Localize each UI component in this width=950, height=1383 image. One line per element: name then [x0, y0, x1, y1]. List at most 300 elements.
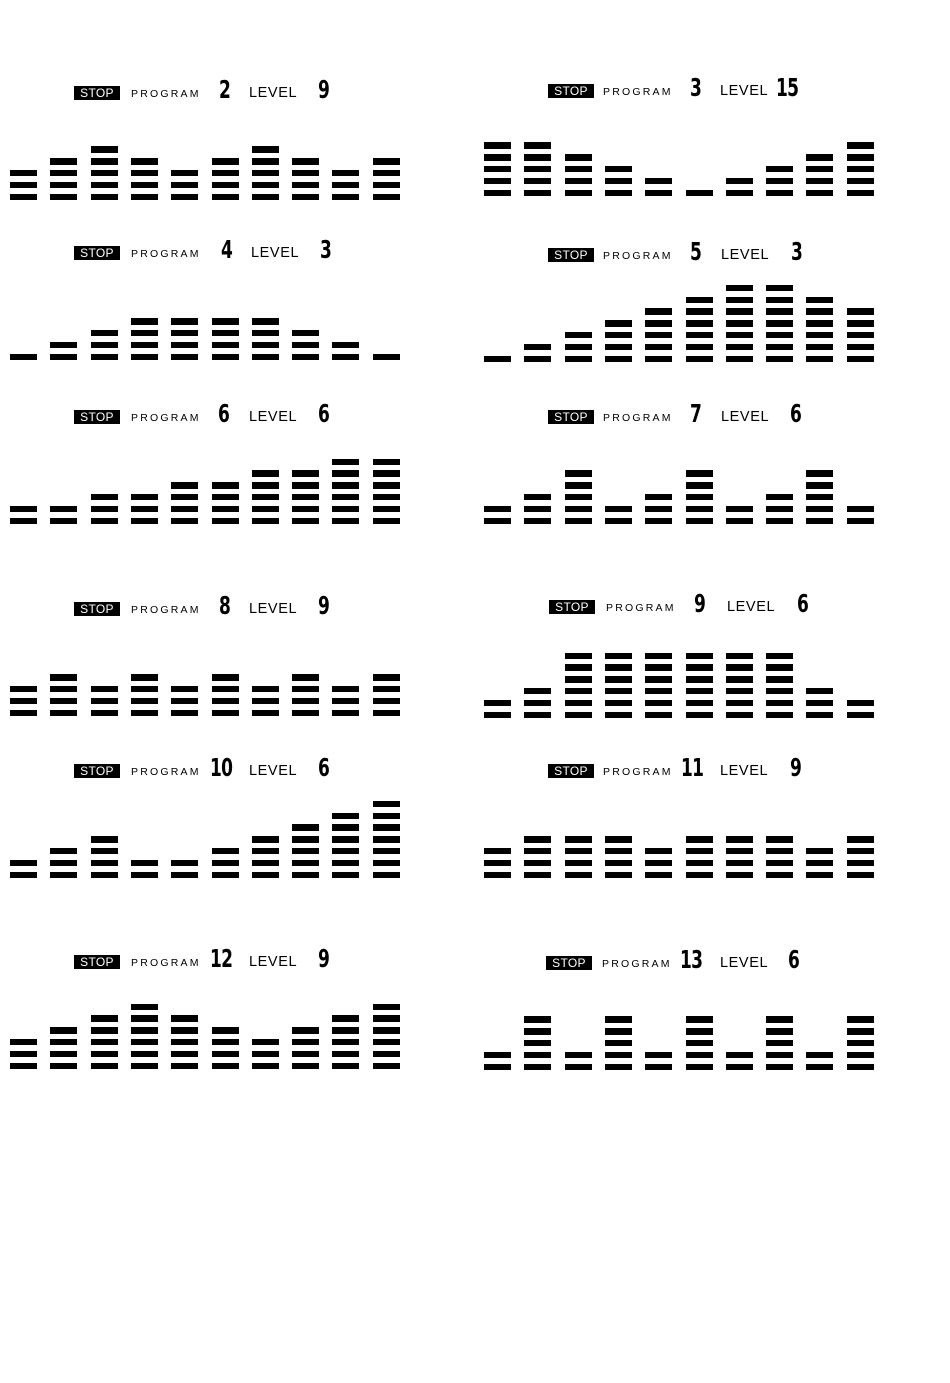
- bar-segment: [484, 1052, 511, 1059]
- bar-segment: [373, 848, 400, 855]
- bar-segment: [484, 142, 511, 149]
- stop-badge: STOP: [74, 410, 120, 424]
- bar-segment: [605, 166, 632, 173]
- bar-column: [847, 700, 874, 718]
- bar-segment: [605, 664, 632, 671]
- bar-column: [131, 494, 158, 524]
- program-panel-12: [10, 944, 410, 1074]
- bar-column: [686, 470, 713, 524]
- bar-segment: [373, 1027, 400, 1034]
- bar-segment: [252, 482, 279, 489]
- bar-column: [332, 686, 359, 716]
- bar-segment: [373, 170, 400, 177]
- bar-segment: [50, 170, 77, 177]
- bar-segment: [484, 872, 511, 879]
- bar-segment: [91, 1051, 118, 1058]
- bar-segment: [806, 688, 833, 695]
- bar-segment: [605, 688, 632, 695]
- bar-column: [91, 330, 118, 360]
- bar-segment: [10, 686, 37, 693]
- bar-segment: [847, 506, 874, 513]
- bar-segment: [766, 190, 793, 197]
- bar-profile: [484, 778, 884, 878]
- bar-column: [726, 178, 753, 196]
- bar-segment: [50, 872, 77, 879]
- bar-segment: [332, 470, 359, 477]
- bar-segment: [373, 836, 400, 843]
- bar-segment: [605, 836, 632, 843]
- bar-segment: [806, 178, 833, 185]
- program-number: 6: [218, 399, 230, 428]
- bar-segment: [484, 1064, 511, 1071]
- bar-column: [50, 674, 77, 716]
- bar-segment: [847, 1028, 874, 1035]
- bar-segment: [524, 1016, 551, 1023]
- bar-segment: [171, 318, 198, 325]
- bar-segment: [565, 836, 592, 843]
- bar-segment: [373, 194, 400, 201]
- bar-segment: [806, 872, 833, 879]
- bar-segment: [252, 698, 279, 705]
- bar-segment: [91, 872, 118, 879]
- bar-segment: [131, 318, 158, 325]
- bar-segment: [524, 506, 551, 513]
- bar-segment: [605, 344, 632, 351]
- bar-column: [686, 1016, 713, 1070]
- bar-segment: [332, 848, 359, 855]
- bar-column: [373, 459, 400, 525]
- bar-segment: [292, 506, 319, 513]
- bar-column: [686, 297, 713, 363]
- bar-segment: [565, 470, 592, 477]
- bar-segment: [292, 1063, 319, 1070]
- bar-column: [332, 170, 359, 200]
- bar-segment: [726, 332, 753, 339]
- bar-segment: [806, 848, 833, 855]
- bar-segment: [766, 712, 793, 719]
- bar-column: [686, 836, 713, 878]
- bar-column: [10, 1039, 37, 1069]
- bar-segment: [726, 676, 753, 683]
- bar-profile: [10, 260, 410, 360]
- bar-segment: [847, 518, 874, 525]
- bar-segment: [91, 1027, 118, 1034]
- bar-segment: [292, 342, 319, 349]
- bar-segment: [171, 1039, 198, 1046]
- bar-segment: [252, 848, 279, 855]
- bar-segment: [131, 1051, 158, 1058]
- bar-segment: [605, 1052, 632, 1059]
- bar-segment: [686, 470, 713, 477]
- level-label: LEVEL: [249, 763, 298, 779]
- program-panel-13: [484, 945, 884, 1075]
- bar-column: [726, 285, 753, 362]
- bar-column: [10, 170, 37, 200]
- bar-segment: [524, 494, 551, 501]
- bar-segment: [171, 518, 198, 525]
- bar-segment: [484, 154, 511, 161]
- bar-segment: [91, 1015, 118, 1022]
- bar-segment: [766, 1064, 793, 1071]
- bar-segment: [171, 194, 198, 201]
- stop-badge: STOP: [548, 84, 594, 98]
- bar-column: [332, 813, 359, 879]
- bar-segment: [806, 470, 833, 477]
- bar-segment: [373, 710, 400, 717]
- bar-column: [524, 344, 551, 362]
- bar-segment: [50, 1051, 77, 1058]
- bar-segment: [332, 506, 359, 513]
- bar-column: [766, 166, 793, 196]
- bar-segment: [524, 518, 551, 525]
- bar-segment: [847, 344, 874, 351]
- stop-badge: STOP: [74, 246, 120, 260]
- bar-column: [50, 342, 77, 360]
- bar-column: [806, 154, 833, 196]
- bar-column: [50, 848, 77, 878]
- bar-segment: [131, 1063, 158, 1070]
- bar-column: [766, 836, 793, 878]
- bar-segment: [252, 470, 279, 477]
- bar-segment: [131, 1015, 158, 1022]
- bar-column: [645, 494, 672, 524]
- bar-segment: [766, 308, 793, 315]
- bar-segment: [806, 190, 833, 197]
- bar-segment: [10, 182, 37, 189]
- bar-segment: [726, 297, 753, 304]
- bar-segment: [645, 178, 672, 185]
- bar-segment: [645, 332, 672, 339]
- bar-segment: [171, 872, 198, 879]
- bar-segment: [847, 154, 874, 161]
- bar-segment: [212, 848, 239, 855]
- bar-segment: [484, 506, 511, 513]
- bar-segment: [806, 332, 833, 339]
- bar-segment: [565, 664, 592, 671]
- bar-column: [332, 459, 359, 525]
- bar-segment: [50, 182, 77, 189]
- bar-segment: [10, 710, 37, 717]
- bar-segment: [171, 354, 198, 361]
- program-number: 8: [219, 591, 231, 620]
- level-label: LEVEL: [249, 409, 298, 425]
- bar-segment: [332, 686, 359, 693]
- bar-segment: [686, 494, 713, 501]
- bar-segment: [10, 506, 37, 513]
- bar-column: [50, 1027, 77, 1069]
- bar-column: [605, 506, 632, 524]
- bar-segment: [847, 836, 874, 843]
- bar-segment: [212, 872, 239, 879]
- bar-segment: [686, 664, 713, 671]
- bar-segment: [806, 860, 833, 867]
- bar-segment: [171, 182, 198, 189]
- bar-segment: [212, 860, 239, 867]
- bar-segment: [605, 518, 632, 525]
- bar-segment: [131, 354, 158, 361]
- bar-segment: [373, 674, 400, 681]
- program-number: 7: [690, 399, 702, 428]
- bar-segment: [686, 506, 713, 513]
- bar-column: [373, 1004, 400, 1070]
- bar-column: [332, 342, 359, 360]
- level-number: 9: [318, 75, 330, 104]
- bar-segment: [524, 712, 551, 719]
- bar-column: [524, 494, 551, 524]
- bar-segment: [686, 700, 713, 707]
- bar-profile: [484, 618, 884, 718]
- bar-segment: [212, 482, 239, 489]
- bar-segment: [131, 710, 158, 717]
- bar-segment: [373, 1051, 400, 1058]
- bar-column: [766, 1016, 793, 1070]
- program-label: PROGRAM: [131, 248, 201, 260]
- bar-column: [171, 1015, 198, 1069]
- bar-segment: [766, 688, 793, 695]
- bar-segment: [726, 860, 753, 867]
- bar-segment: [726, 320, 753, 327]
- bar-segment: [10, 698, 37, 705]
- bar-segment: [373, 506, 400, 513]
- bar-column: [645, 178, 672, 196]
- bar-segment: [484, 166, 511, 173]
- bar-segment: [10, 354, 37, 361]
- bar-segment: [292, 1051, 319, 1058]
- bar-segment: [766, 494, 793, 501]
- bar-segment: [212, 710, 239, 717]
- bar-segment: [847, 320, 874, 327]
- bar-segment: [524, 356, 551, 363]
- bar-segment: [645, 688, 672, 695]
- level-label: LEVEL: [720, 955, 769, 971]
- bar-segment: [373, 494, 400, 501]
- program-number: 9: [694, 589, 706, 618]
- bar-segment: [171, 482, 198, 489]
- bar-segment: [806, 1052, 833, 1059]
- bar-segment: [847, 166, 874, 173]
- bar-segment: [212, 518, 239, 525]
- bar-segment: [50, 860, 77, 867]
- level-number: 9: [790, 753, 802, 782]
- bar-column: [373, 674, 400, 716]
- bar-segment: [766, 285, 793, 292]
- bar-column: [252, 318, 279, 360]
- bar-segment: [373, 824, 400, 831]
- bar-segment: [686, 1016, 713, 1023]
- bar-segment: [252, 506, 279, 513]
- bar-column: [847, 836, 874, 878]
- bar-column: [171, 318, 198, 360]
- program-label: PROGRAM: [603, 86, 673, 98]
- bar-segment: [524, 1064, 551, 1071]
- bar-segment: [212, 194, 239, 201]
- bar-segment: [766, 1040, 793, 1047]
- level-number: 9: [318, 591, 330, 620]
- bar-segment: [332, 824, 359, 831]
- bar-segment: [524, 154, 551, 161]
- bar-segment: [252, 318, 279, 325]
- bar-column: [212, 674, 239, 716]
- bar-column: [212, 1027, 239, 1069]
- bar-segment: [565, 178, 592, 185]
- level-number: 6: [318, 399, 330, 428]
- bar-segment: [50, 698, 77, 705]
- bar-column: [847, 142, 874, 196]
- program-label: PROGRAM: [603, 766, 673, 778]
- bar-column: [131, 318, 158, 360]
- bar-segment: [565, 506, 592, 513]
- stop-badge: STOP: [548, 410, 594, 424]
- bar-profile: [484, 970, 884, 1070]
- level-number: 3: [320, 235, 332, 264]
- bar-segment: [645, 872, 672, 879]
- bar-segment: [252, 860, 279, 867]
- bar-segment: [171, 1051, 198, 1058]
- bar-column: [10, 686, 37, 716]
- bar-segment: [565, 482, 592, 489]
- bar-segment: [171, 710, 198, 717]
- bar-segment: [565, 1064, 592, 1071]
- bar-segment: [252, 686, 279, 693]
- stop-badge: STOP: [74, 602, 120, 616]
- bar-segment: [171, 342, 198, 349]
- program-panel-2: [10, 75, 410, 205]
- bar-segment: [91, 194, 118, 201]
- bar-segment: [726, 848, 753, 855]
- bar-column: [50, 158, 77, 200]
- bar-segment: [847, 712, 874, 719]
- bar-segment: [686, 676, 713, 683]
- bar-segment: [686, 836, 713, 843]
- program-number: 10: [210, 753, 233, 782]
- bar-column: [484, 848, 511, 878]
- bar-column: [524, 688, 551, 718]
- bar-column: [252, 686, 279, 716]
- level-number: 15: [776, 73, 799, 102]
- bar-segment: [212, 674, 239, 681]
- level-number: 6: [318, 753, 330, 782]
- bar-segment: [766, 1052, 793, 1059]
- bar-column: [847, 1016, 874, 1070]
- bar-segment: [373, 470, 400, 477]
- bar-segment: [766, 653, 793, 660]
- bar-column: [171, 170, 198, 200]
- bar-segment: [91, 330, 118, 337]
- bar-segment: [766, 848, 793, 855]
- bar-segment: [131, 872, 158, 879]
- bar-column: [373, 354, 400, 361]
- bar-profile: [10, 100, 410, 200]
- stop-badge: STOP: [74, 955, 120, 969]
- bar-segment: [91, 1063, 118, 1070]
- bar-segment: [91, 182, 118, 189]
- bar-segment: [373, 698, 400, 705]
- bar-column: [252, 836, 279, 878]
- bar-segment: [766, 1028, 793, 1035]
- bar-segment: [332, 194, 359, 201]
- bar-segment: [131, 494, 158, 501]
- bar-column: [131, 1004, 158, 1070]
- bar-segment: [847, 178, 874, 185]
- bar-segment: [605, 332, 632, 339]
- bar-profile: [484, 262, 884, 362]
- bar-segment: [332, 342, 359, 349]
- level-label: LEVEL: [249, 601, 298, 617]
- bar-column: [806, 848, 833, 878]
- bar-segment: [524, 178, 551, 185]
- bar-segment: [292, 470, 319, 477]
- bar-segment: [806, 518, 833, 525]
- level-number: 9: [318, 944, 330, 973]
- bar-segment: [373, 1004, 400, 1011]
- bar-segment: [212, 506, 239, 513]
- bar-column: [686, 653, 713, 719]
- bar-segment: [91, 710, 118, 717]
- bar-segment: [565, 332, 592, 339]
- bar-segment: [332, 1015, 359, 1022]
- bar-segment: [484, 178, 511, 185]
- bar-segment: [373, 1039, 400, 1046]
- bar-segment: [605, 848, 632, 855]
- bar-segment: [131, 686, 158, 693]
- bar-segment: [686, 332, 713, 339]
- bar-segment: [806, 712, 833, 719]
- program-panel-5: [484, 237, 884, 367]
- bar-segment: [212, 494, 239, 501]
- bar-column: [726, 836, 753, 878]
- bar-segment: [332, 1051, 359, 1058]
- bar-segment: [766, 676, 793, 683]
- bar-column: [806, 297, 833, 363]
- bar-segment: [645, 308, 672, 315]
- program-panel-10: [10, 753, 410, 883]
- bar-segment: [252, 836, 279, 843]
- bar-column: [645, 1052, 672, 1070]
- bar-segment: [806, 506, 833, 513]
- bar-segment: [686, 1052, 713, 1059]
- bar-segment: [373, 1063, 400, 1070]
- bar-segment: [91, 1039, 118, 1046]
- bar-segment: [10, 170, 37, 177]
- bar-segment: [565, 190, 592, 197]
- bar-segment: [332, 1063, 359, 1070]
- bar-segment: [50, 1039, 77, 1046]
- bar-segment: [10, 518, 37, 525]
- bar-column: [565, 1052, 592, 1070]
- program-panel-7: [484, 399, 884, 529]
- bar-segment: [171, 1015, 198, 1022]
- bar-segment: [726, 285, 753, 292]
- bar-segment: [212, 698, 239, 705]
- bar-segment: [524, 836, 551, 843]
- bar-segment: [91, 506, 118, 513]
- bar-segment: [686, 848, 713, 855]
- bar-segment: [212, 330, 239, 337]
- bar-segment: [252, 146, 279, 153]
- bar-segment: [373, 518, 400, 525]
- bar-column: [726, 506, 753, 524]
- bar-segment: [50, 1063, 77, 1070]
- stop-badge: STOP: [548, 764, 594, 778]
- bar-column: [605, 166, 632, 196]
- bar-segment: [806, 344, 833, 351]
- bar-segment: [332, 459, 359, 466]
- program-label: PROGRAM: [603, 250, 673, 262]
- bar-segment: [171, 1063, 198, 1070]
- bar-column: [484, 142, 511, 196]
- bar-segment: [806, 700, 833, 707]
- bar-segment: [292, 1039, 319, 1046]
